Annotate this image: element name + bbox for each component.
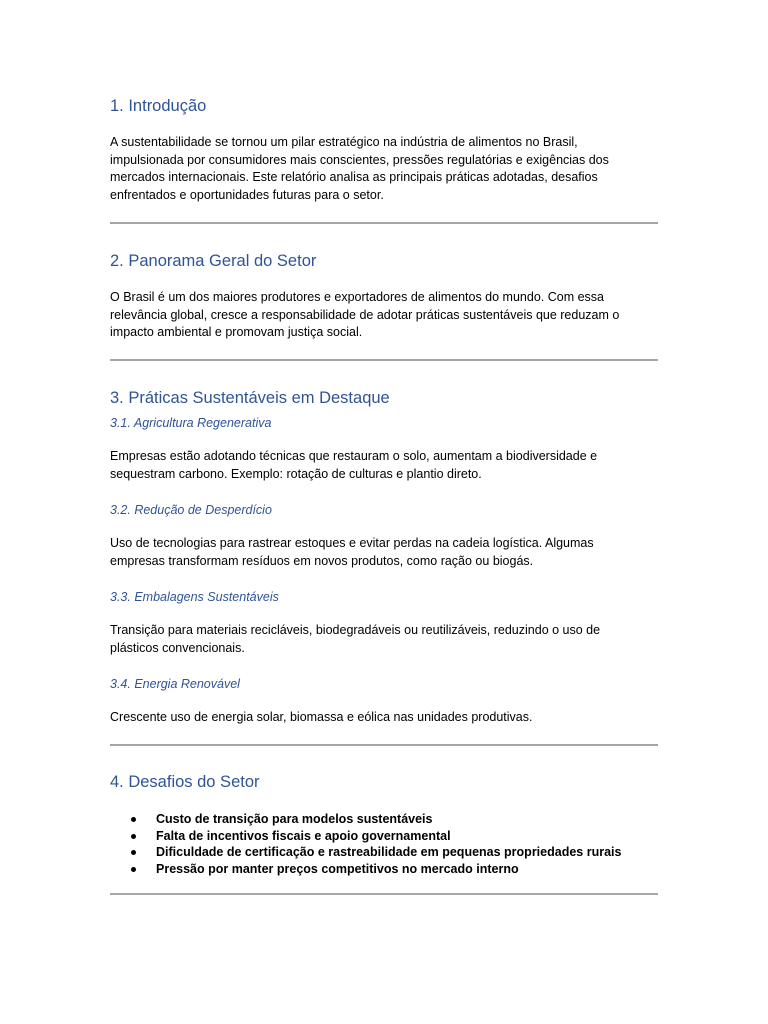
- bullet-icon: [131, 850, 136, 855]
- list-item: [110, 811, 621, 828]
- challenges-list: [110, 811, 621, 877]
- section-paragraph-panorama: [110, 289, 658, 342]
- paragraph-line: empresas transformam resíduos em novos produtos, como ração ou biogás.: [110, 553, 534, 568]
- subsection-heading-embalagens: 3.3. Embalagens Sustentáveis: [110, 590, 279, 604]
- list-item-text: Falta de incentivos fiscais e apoio governamental: [156, 828, 451, 843]
- list-item: [110, 861, 621, 878]
- subsection-paragraph-desperdicio: [110, 535, 658, 570]
- paragraph-line: enfrentados e oportunidades futuras para o setor.: [110, 187, 384, 202]
- section-divider: [110, 744, 658, 746]
- subsection-heading-energia: 3.4. Energia Renovável: [110, 677, 240, 691]
- paragraph-line: sequestram carbono. Exemplo: rotação de culturas e plantio direto.: [110, 466, 482, 481]
- section-heading-praticas: 3. Práticas Sustentáveis em Destaque: [110, 389, 390, 407]
- list-item-text: Dificuldade de certificação e rastreabilidade em pequenas propriedades rurais: [156, 845, 622, 860]
- subsection-heading-desperdicio: 3.2. Redução de Desperdício: [110, 503, 272, 517]
- section-heading-panorama: 2. Panorama Geral do Setor: [110, 252, 317, 270]
- paragraph-line: Transição para materiais recicláveis, biodegradáveis ou reutilizáveis, reduzindo o uso de: [110, 623, 601, 637]
- bullet-icon: [131, 834, 136, 839]
- section-divider: [110, 359, 658, 361]
- section-paragraph-introducao: [110, 134, 658, 204]
- list-item-text: Pressão por manter preços competitivos no mercado interno: [156, 861, 519, 876]
- paragraph-line: relevância global, cresce a responsabilidade de adotar práticas sustentáveis que reduzam o: [110, 307, 620, 322]
- paragraph-line: impacto ambiental e promovam justiça social.: [110, 325, 363, 340]
- paragraph-line: Crescente uso de energia solar, biomassa e eólica nas unidades produtivas.: [110, 710, 533, 724]
- paragraph-line: Uso de tecnologias para rastrear estoques e evitar perdas na cadeia logística. Algumas: [110, 536, 594, 550]
- section-heading-desafios: 4. Desafios do Setor: [110, 773, 260, 791]
- list-item-text: Custo de transição para modelos sustentáveis: [156, 812, 433, 826]
- paragraph-line: mercados internacionais. Este relatório analisa as principais práticas adotadas, desafios: [110, 170, 598, 185]
- paragraph-line: O Brasil é um dos maiores produtores e exportadores de alimentos do mundo. Com essa: [110, 290, 604, 304]
- paragraph-line: A sustentabilidade se tornou um pilar estratégico na indústria de alimentos no Brasil,: [110, 135, 578, 149]
- section-divider: [110, 222, 658, 224]
- list-item: [110, 844, 621, 861]
- section-divider: [110, 893, 658, 895]
- subsection-heading-agricultura: 3.1. Agricultura Regenerativa: [110, 416, 272, 430]
- subsection-paragraph-embalagens: [110, 622, 658, 657]
- paragraph-line: impulsionada por consumidores mais conscientes, pressões regulatórias e exigências dos: [110, 152, 609, 167]
- bullet-icon: [131, 817, 136, 822]
- list-item: [110, 828, 621, 845]
- paragraph-line: Empresas estão adotando técnicas que restauram o solo, aumentam a biodiversidade e: [110, 449, 598, 463]
- section-heading-introducao: 1. Introdução: [110, 97, 207, 115]
- paragraph-line: plásticos convencionais.: [110, 640, 245, 655]
- subsection-paragraph-agricultura: [110, 448, 658, 483]
- bullet-icon: [131, 867, 136, 872]
- subsection-paragraph-energia: [110, 709, 658, 727]
